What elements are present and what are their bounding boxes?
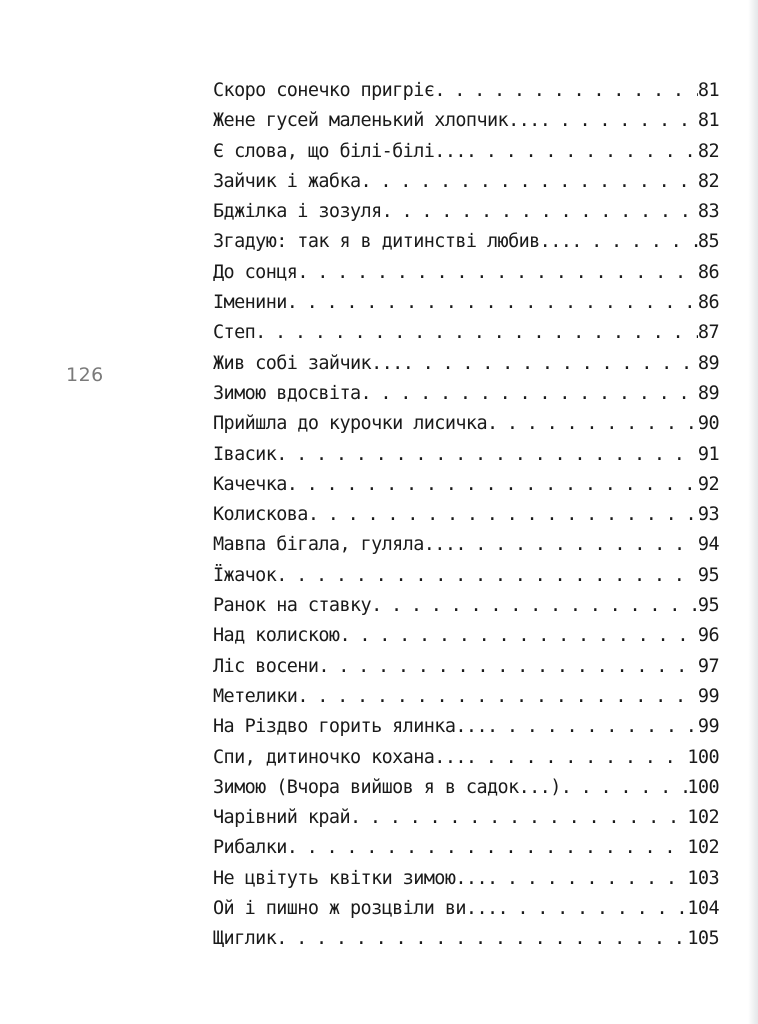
toc-entry-title: Жене гусей маленький хлопчик... — [213, 110, 540, 132]
toc-entry — [213, 837, 719, 867]
toc-entry-page: 92 — [697, 473, 719, 495]
toc-entry-page: 103 — [687, 867, 719, 889]
toc-entry — [213, 292, 719, 322]
toc-entry-title: Чарівний край — [213, 807, 350, 829]
toc-entry — [213, 747, 719, 777]
toc-entry — [213, 413, 719, 443]
dot-leader — [371, 595, 698, 616]
toc-entry-page: 93 — [697, 504, 719, 526]
toc-entry-page: 99 — [697, 685, 719, 707]
toc-entry-title: Жив собі зайчик... — [213, 352, 403, 374]
dot-leader — [487, 413, 698, 434]
dot-leader — [487, 868, 687, 889]
toc-entry — [213, 262, 719, 292]
toc-entry-title: Зимою вдосвіта — [213, 382, 361, 404]
page-edge-shadow — [748, 0, 758, 1024]
toc-entry-page: 82 — [697, 140, 719, 162]
dot-leader — [540, 110, 698, 131]
toc-entry-page: 96 — [697, 625, 719, 647]
toc-entry-title: Мавпа бігала, гуляла... — [213, 534, 456, 556]
toc-entry-page: 95 — [697, 564, 719, 586]
toc-entry-title: Качечка — [213, 473, 287, 495]
toc-entry-title: Згадую: так я в дитинстві любив... — [213, 231, 572, 253]
toc-entry — [213, 565, 719, 595]
dot-leader — [466, 747, 687, 768]
dot-leader — [403, 353, 698, 374]
toc-entry-title: Ліс восени — [213, 655, 319, 677]
toc-entry-title: Їжачок — [213, 564, 277, 586]
dot-leader — [434, 80, 698, 101]
toc-entry-title: Є слова, що білі-білі... — [213, 140, 466, 162]
toc-entry-page: 89 — [697, 382, 719, 404]
toc-entry-page: 100 — [687, 746, 719, 768]
dot-leader — [455, 534, 698, 555]
toc-entry — [213, 534, 719, 564]
toc-entry-title: Метелики — [213, 685, 298, 707]
toc-entry-page: 102 — [687, 837, 719, 859]
toc-entry-title: Прийшла до курочки лисичка — [213, 413, 487, 435]
dot-leader — [571, 231, 698, 252]
toc-entry-page: 91 — [697, 443, 719, 465]
dot-leader — [276, 444, 698, 465]
dot-leader — [361, 171, 698, 192]
toc-entry-page: 94 — [697, 534, 719, 556]
toc-entry-title: Щиглик — [213, 928, 277, 950]
toc-entry-page: 83 — [697, 201, 719, 223]
toc-entry-title: Ранок на ставку — [213, 595, 372, 617]
toc-entry-title: Зимою (Вчора вийшов я в садок...) — [213, 776, 561, 798]
dot-leader — [361, 383, 698, 404]
toc-entry — [213, 625, 719, 655]
toc-entry-title: Рибалки — [213, 837, 287, 859]
toc-entry-title: Бджілка і зозуля — [213, 201, 382, 223]
toc-entry-page: 102 — [687, 807, 719, 829]
toc-entry-title: Зайчик і жабка — [213, 170, 361, 192]
toc-entry — [213, 928, 719, 958]
table-of-contents — [213, 80, 719, 959]
dot-leader — [487, 716, 698, 737]
toc-entry — [213, 80, 719, 110]
toc-entry-page: 89 — [697, 352, 719, 374]
dot-leader — [276, 565, 698, 586]
dot-leader — [498, 898, 688, 919]
toc-entry-page: 90 — [697, 413, 719, 435]
toc-entry — [213, 777, 719, 807]
dot-leader — [287, 292, 698, 313]
toc-entry — [213, 504, 719, 534]
toc-entry-page: 81 — [697, 80, 719, 101]
toc-entry-title: Спи, дитиночко кохана... — [213, 746, 466, 768]
toc-entry — [213, 444, 719, 474]
toc-entry-page: 86 — [697, 292, 719, 314]
toc-entry-title: Ой і пишно ж розцвіли ви... — [213, 898, 498, 920]
toc-entry-page: 97 — [697, 655, 719, 677]
toc-entry-title: Колискова — [213, 504, 308, 526]
toc-entry-page: 99 — [697, 716, 719, 738]
dot-leader — [287, 474, 698, 495]
toc-entry — [213, 595, 719, 625]
dot-leader — [382, 201, 698, 222]
toc-entry-page: 82 — [697, 170, 719, 192]
toc-entry — [213, 141, 719, 171]
toc-entry-title: До сонця — [213, 261, 298, 283]
toc-entry-page: 105 — [687, 928, 719, 950]
toc-entry — [213, 656, 719, 686]
dot-leader — [255, 322, 698, 343]
toc-entry — [213, 171, 719, 201]
toc-entry — [213, 231, 719, 261]
toc-entry-title: На Різдво горить ялинка... — [213, 716, 487, 738]
toc-entry-title: Скоро сонечко пригріє — [213, 80, 435, 101]
dot-leader — [350, 807, 687, 828]
toc-entry — [213, 868, 719, 898]
toc-entry-page: 95 — [697, 595, 719, 617]
dot-leader — [297, 262, 698, 283]
toc-entry-page: 104 — [687, 898, 719, 920]
dot-leader — [276, 928, 687, 949]
toc-entry-title: Степ — [213, 322, 256, 344]
toc-entry-title: Івасик — [213, 443, 277, 465]
dot-leader — [561, 777, 688, 798]
dot-leader — [339, 625, 697, 646]
toc-entry-page: 81 — [697, 110, 719, 132]
toc-entry-title: Над колискою — [213, 625, 340, 647]
toc-entry-title: Не цвітуть квітки зимою... — [213, 867, 487, 889]
toc-entry-page: 85 — [697, 231, 719, 253]
toc-entry — [213, 686, 719, 716]
dot-leader — [308, 504, 698, 525]
toc-entry-title: Іменини — [213, 292, 287, 314]
toc-entry — [213, 110, 719, 140]
toc-entry — [213, 807, 719, 837]
dot-leader — [466, 141, 698, 162]
toc-entry — [213, 716, 719, 746]
toc-entry — [213, 383, 719, 413]
toc-entry — [213, 322, 719, 352]
page-number: 126 — [66, 364, 104, 386]
toc-entry — [213, 474, 719, 504]
toc-entry-page: 87 — [697, 322, 719, 344]
toc-entry — [213, 201, 719, 231]
toc-entry — [213, 898, 719, 928]
dot-leader — [318, 656, 698, 677]
dot-leader — [297, 686, 698, 707]
toc-entry — [213, 353, 719, 383]
toc-entry-page: 86 — [697, 261, 719, 283]
toc-entry-page: 100 — [687, 776, 719, 798]
dot-leader — [287, 837, 688, 858]
